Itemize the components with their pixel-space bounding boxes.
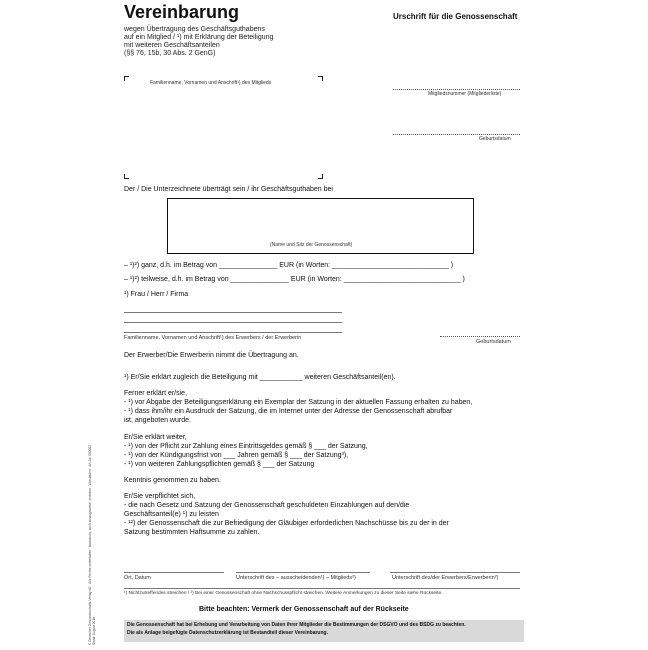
window-corner-bottom-left <box>124 174 129 179</box>
obligation-title: Er/Sie verpflichtet sich, <box>124 493 196 500</box>
acknowledged-statement: Kenntnis genommen zu haben. <box>124 477 221 484</box>
privacy-notice-box <box>124 620 524 642</box>
further-declaration-item: - ¹) vor Abgabe der Beteiligungserklärung ein Exemplar der Satzung in der aktuellen Fassung erhalten zu haben, <box>124 399 473 406</box>
cooperative-name-box[interactable] <box>167 198 474 254</box>
acquirer-birthdate-label: Geburtsdatum <box>476 339 511 345</box>
acquirer-line[interactable] <box>124 322 342 323</box>
obligation-item: Satzung bestimmten Haftsumme zu zahlen. <box>124 529 260 536</box>
obligation-item: Geschäftsanteil(e) ¹) zu leisten <box>124 511 219 518</box>
transfer-intro: Der / Die Unterzeichnete überträgt sein / ihr Geschäftsguthaben bei <box>124 186 333 193</box>
acceptance-statement: Der Erwerber/Die Erwerberin nimmt die Übertragung an. <box>124 352 299 359</box>
privacy-notice-line: Die Genossenschaft hat bei Erhebung und Verarbeitung von Daten ihrer Mitglieder die Bestimmungen der DSGVO und des BSDG zu beachten. <box>127 622 466 628</box>
window-corner-top-left <box>124 76 129 81</box>
subtitle-line: auf ein Mitglied / ¹) mit Erklärung der Beteiligung <box>124 34 274 41</box>
subtitle-line: (§§ 76, 15b, 30 Abs. 2 GenG) <box>124 50 216 57</box>
further-declaration-item: ist, angeboten wurde. <box>124 417 191 424</box>
subtitle-line: mit weiteren Geschäftsanteilen <box>124 42 220 49</box>
member-birthdate-label: Geburtsdatum <box>479 136 511 142</box>
more-declaration-title: Er/Sie erklärt weiter, <box>124 434 187 441</box>
acquirer-address-label: Familienname, Vornamen und Anschrift¹) des Erwerbers / der Erwerberin <box>124 335 302 341</box>
transfer-partial-amount: – ¹)²) teilweise, d.h. im Betrag von _______________ EUR (in Worten: ______________________________ ) <box>124 276 465 283</box>
transfer-full-amount: – ¹)²) ganz, d.h. im Betrag von _______________ EUR (in Worten: ______________________________ ) <box>124 262 454 269</box>
member-signature-label: Unterschrift des – ausscheidenden¹) – Mitglieds²) <box>236 575 356 581</box>
acquirer-signature-field[interactable] <box>390 572 520 573</box>
acquirer-birthdate-field[interactable] <box>440 336 520 337</box>
obligation-item: - ¹²) der Genossenschaft die zur Befriedigung der Gläubiger erforderlichen Nachschüsse bis zu der in der <box>124 520 449 527</box>
privacy-notice-line: Die als Anlage beigefügte Datenschutzerklärung ist Bestandteil dieser Vereinbarung. <box>127 630 328 636</box>
further-declaration-item: - ¹) dass ihm/ihr ein Ausdruck der Satzung, die im Internet unter der Adresse der Genossenschaft abrufbar <box>124 408 453 415</box>
member-signature-field[interactable] <box>236 572 370 573</box>
acquirer-line[interactable] <box>124 312 342 313</box>
member-birthdate-field[interactable] <box>393 134 520 135</box>
cooperative-name-label: (Name und Sitz der Genossenschaft) <box>270 242 353 248</box>
place-date-field[interactable] <box>124 572 224 573</box>
window-corner-top-right <box>318 76 323 81</box>
publisher-sidebar <box>88 440 128 650</box>
publisher-sidebar-text: © Deutscher Genossenschafts-Verlag eG · Alle Rechte vorbehalten · Nachdruck, auch auszugsweise, verboten · Wiesbaden · Art.-Nr. 000000 · Stand: August 2018 <box>88 443 96 645</box>
participation-statement: ¹) Er/Sie erklärt zugleich die Beteiligung mit ___________ weiteren Geschäftsanteil(en). <box>124 374 396 381</box>
document-title: Vereinbarung <box>124 2 240 22</box>
acquirer-line[interactable] <box>124 332 342 333</box>
notice-heading: Bitte beachten: Vermerk der Genossenschaft auf der Rückseite <box>199 606 409 613</box>
further-declaration-title: Ferner erklärt er/sie, <box>124 390 188 397</box>
more-declaration-item: - ¹) von der Pflicht zur Zahlung eines Eintrittsgeldes gemäß § ___ der Satzung, <box>124 443 368 450</box>
place-date-label: Ort, Datum <box>124 575 151 581</box>
member-address-label: Familienname, Vornamen und Anschrift¹) des Mitglieds <box>150 80 272 86</box>
more-declaration-item: - ¹) von der Kündigungsfrist von ___ Jahren gemäß § ___ der Satzung³), <box>124 452 349 459</box>
window-corner-bottom-right <box>318 174 323 179</box>
obligation-item: - die nach Gesetz und Satzung der Genossenschaft geschuldeten Einzahlungen auf den/die <box>124 502 410 509</box>
more-declaration-item: - ¹) von weiteren Zahlungspflichten gemäß § ___ der Satzung <box>124 461 315 468</box>
acquirer-signature-label: Unterschrift des/der Erwerbers/Erwerberin²) <box>392 575 499 581</box>
recipient-title: ¹) Frau / Herr / Firma <box>124 291 189 298</box>
member-number-field[interactable] <box>393 89 520 90</box>
original-copy-label: Urschrift für die Genossenschaft <box>393 12 518 21</box>
footnote: ¹) Nichtzutreffendes streichen / ²) Bei einer Genossenschaft ohne Nachschusspflicht streichen. Weitere Anmerkungen zu dieser Seite siehe Rückseite. <box>124 591 443 596</box>
footnote-divider <box>124 588 520 589</box>
member-number-label: Mitgliedsnummer (Mitgliederliste) <box>428 91 502 97</box>
subtitle-line: wegen Übertragung des Geschäftsguthabens <box>124 26 265 33</box>
